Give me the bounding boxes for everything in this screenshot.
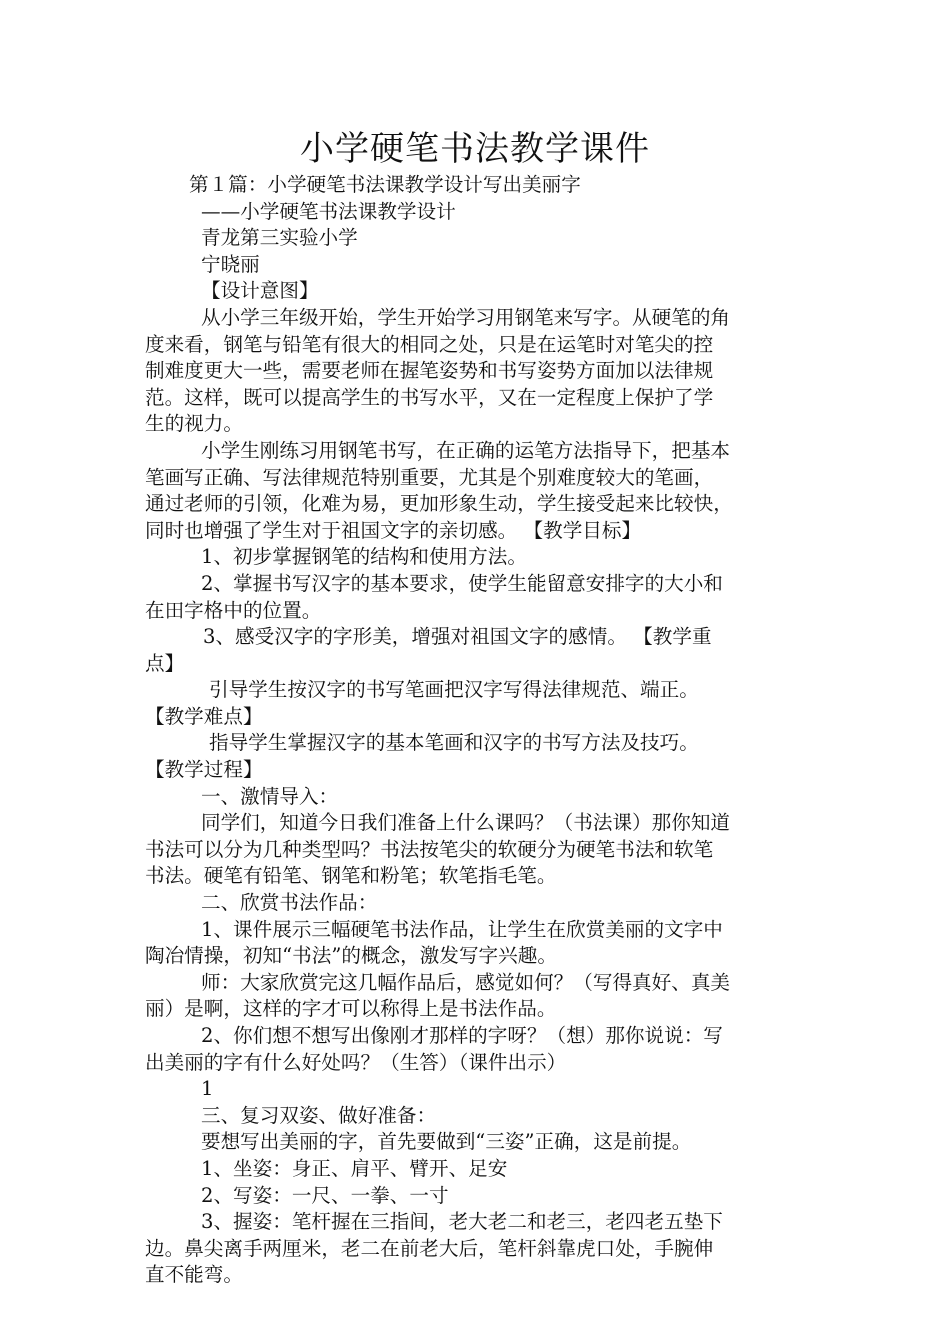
text-line: 三、复习双姿、做好准备： — [201, 1103, 437, 1127]
text-line: 指导学生掌握汉字的基本笔画和汉字的书写方法及技巧。 — [209, 731, 699, 755]
text-line: 从小学三年级开始，学生开始学习用钢笔来写字。从硬笔的角 — [201, 305, 731, 329]
text-line: 同时也增强了学生对于祖国文字的亲切感。 【教学目标】 — [145, 518, 642, 542]
text-line: 制难度更大一些，需要老师在握笔姿势和书写姿势方面加以法律规 — [145, 359, 714, 383]
text-line: 1、初步掌握钢笔的结构和使用方法。 — [201, 545, 527, 569]
text-line: 【教学过程】 — [145, 758, 263, 782]
text-line: 【设计意图】 — [201, 279, 319, 303]
text-line: 度来看，钢笔与铅笔有很大的相同之处，只是在运笔时对笔尖的控 — [145, 332, 714, 356]
text-line: 生的视力。 — [145, 412, 243, 436]
text-line: 书法可以分为几种类型吗？书法按笔尖的软硬分为硬笔书法和软笔 — [145, 837, 714, 861]
text-line: 小学生刚练习用钢笔书写，在正确的运笔方法指导下，把基本 — [201, 438, 731, 462]
text-line: 通过老师的引领，化难为易，更加形象生动，学生接受起来比较快， — [145, 492, 733, 516]
text-line: 青龙第三实验小学 — [201, 226, 358, 250]
text-line: 范。这样，既可以提高学生的书写水平，又在一定程度上保护了学 — [145, 385, 714, 409]
text-line: 1 — [201, 1077, 214, 1101]
text-line: 3、感受汉字的字形美，增强对祖国文字的感情。 【教学重 — [203, 625, 712, 649]
text-line: 在田字格中的位置。 — [145, 598, 322, 622]
text-line: 书法。硬笔有铅笔、钢笔和粉笔；软笔指毛笔。 — [145, 864, 557, 888]
text-line: 引导学生按汉字的书写笔画把汉字写得法律规范、端正。 — [209, 678, 699, 702]
text-line: 2、掌握书写汉字的基本要求，使学生能留意安排字的大小和 — [201, 571, 723, 595]
text-line: 笔画写正确、写法律规范特别重要，尤其是个别难度较大的笔画， — [145, 465, 714, 489]
text-line: 出美丽的字有什么好处吗？（生答）（课件出示） — [145, 1050, 567, 1074]
text-line: 要想写出美丽的字，首先要做到“三姿”正确，这是前提。 — [201, 1130, 692, 1154]
text-line: 丽）是啊，这样的字才可以称得上是书法作品。 — [145, 997, 557, 1021]
text-line: 陶冶情操，初知“书法”的概念，激发写字兴趣。 — [145, 944, 557, 968]
text-line: 宁晓丽 — [201, 252, 260, 276]
text-line: 一、激情导入： — [201, 784, 339, 808]
text-line: ——小学硬笔书法课教学设计 — [201, 199, 456, 223]
text-line: 同学们，知道今日我们准备上什么课吗？（书法课）那你知道 — [201, 811, 731, 835]
text-line: 第１篇：小学硬笔书法课教学设计写出美丽字 — [189, 173, 581, 196]
text-line: 师：大家欣赏完这几幅作品后，感觉如何？（写得真好、真美 — [201, 970, 731, 994]
text-line: 点】 — [145, 651, 185, 675]
text-line: 边。鼻尖离手两厘米，老二在前老大后，笔杆斜靠虎口处，手腕伸 — [145, 1236, 714, 1260]
text-line: 2、你们想不想写出像刚才那样的字呀？（想）那你说说：写 — [201, 1024, 723, 1047]
text-line: 2、写姿：一尺、一拳、一寸 — [201, 1183, 449, 1207]
text-line: 【教学难点】 — [145, 704, 263, 728]
text-line: 1、课件展示三幅硬笔书法作品，让学生在欣赏美丽的文字中 — [201, 917, 723, 941]
text-line: 1、坐姿：身正、肩平、臂开、足安 — [201, 1156, 508, 1180]
text-line: 二、欣赏书法作品： — [201, 891, 378, 915]
text-line: 直不能弯。 — [145, 1263, 243, 1287]
document-body — [145, 172, 825, 1289]
document-title: 小学硬笔书法教学课件 — [300, 129, 650, 169]
text-line: 3、握姿：笔杆握在三指间，老大老二和老三，老四老五垫下 — [201, 1210, 723, 1234]
